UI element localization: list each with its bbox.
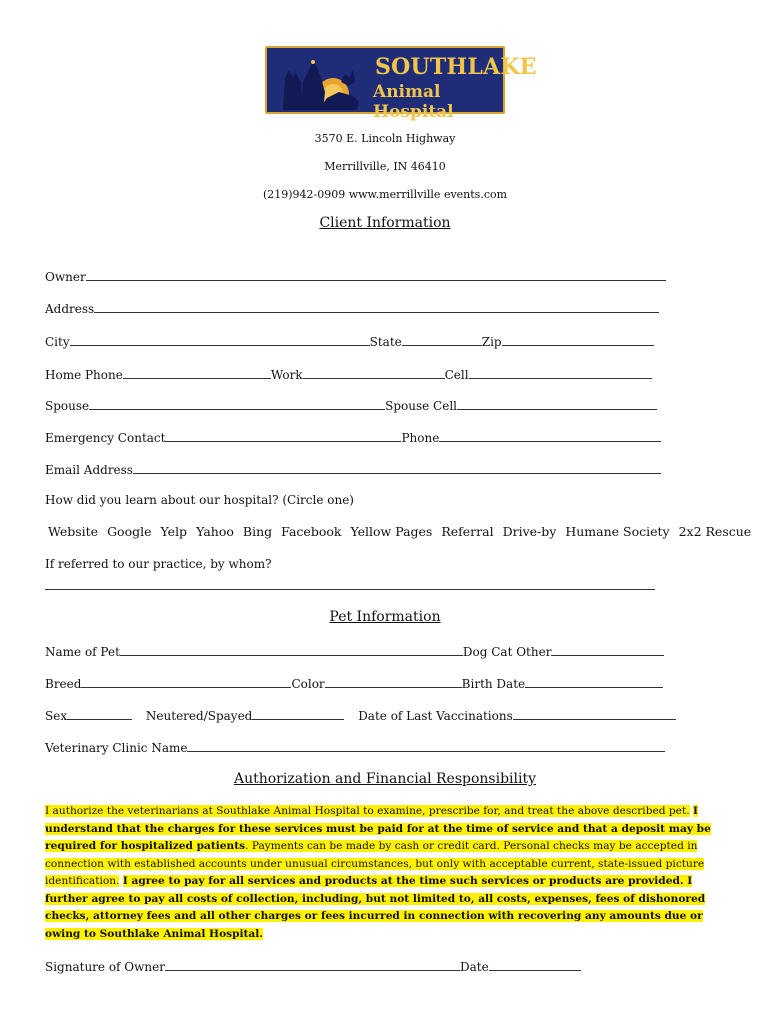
breed-label: Breed: [45, 677, 82, 691]
referral-option[interactable]: 2x2 Rescue: [678, 524, 752, 539]
species-field[interactable]: [551, 643, 664, 656]
signature-row: [45, 958, 581, 974]
referral-option[interactable]: Referral: [441, 524, 494, 539]
zip-label: Zip: [481, 335, 502, 349]
email-label: Email Address: [45, 463, 133, 477]
referral-option[interactable]: Website: [48, 524, 99, 539]
logo-subtitle: Animal Hospital: [373, 82, 454, 122]
city-label: City: [45, 335, 70, 349]
logo-title: SOUTHLAKE: [375, 54, 537, 80]
emergency-row: [45, 429, 661, 445]
referral-option[interactable]: Yellow Pages: [350, 524, 433, 539]
birth-date-field[interactable]: [525, 675, 663, 688]
authorization-text: [45, 803, 725, 943]
spouse-label: Spouse: [45, 399, 90, 413]
referral-option[interactable]: Yelp: [160, 524, 188, 539]
address-row: [45, 300, 659, 316]
auth-paragraph-1: I authorize the veterinarians at Southlake Animal Hospital to examine, prescribe for, and treat the above described pet.: [45, 805, 690, 817]
home-phone-field[interactable]: [123, 366, 271, 379]
phone-row: [45, 366, 652, 382]
vaccination-label: Date of Last Vaccinations: [358, 709, 513, 723]
email-row: [45, 461, 661, 477]
clinic-row: [45, 739, 665, 755]
authorization-heading: Authorization and Financial Responsibility: [233, 771, 537, 787]
signature-date-label: Date: [459, 960, 489, 974]
pet-name-field[interactable]: [120, 643, 463, 656]
breed-field[interactable]: [81, 675, 291, 688]
sex-label: Sex: [45, 709, 68, 723]
referred-row: [45, 577, 655, 593]
breed-row: [45, 675, 663, 691]
pet-name-label: Name of Pet: [45, 645, 120, 659]
email-field[interactable]: [133, 461, 661, 474]
client-info-heading: Client Information: [319, 215, 451, 231]
street-address: 3570 E. Lincoln Highway: [314, 132, 456, 145]
emergency-field[interactable]: [165, 429, 401, 442]
address-label: Address: [45, 302, 95, 316]
emergency-phone-field[interactable]: [439, 429, 661, 442]
city-field[interactable]: [70, 333, 370, 346]
neutered-field[interactable]: [252, 707, 344, 720]
clinic-field[interactable]: [187, 739, 665, 752]
spouse-row: [45, 397, 657, 413]
color-label: Color: [291, 677, 325, 691]
animals-silhouette-icon: [273, 52, 361, 110]
spouse-cell-field[interactable]: [457, 397, 657, 410]
emergency-label: Emergency Contact: [45, 431, 166, 445]
referral-option[interactable]: Drive-by: [502, 524, 557, 539]
work-label: Work: [270, 368, 303, 382]
signature-date-field[interactable]: [489, 958, 581, 971]
city-address: Merrillville, IN 46410: [324, 160, 446, 173]
owner-row: [45, 268, 666, 284]
contact-line: (219)942-0909 www.merrillville events.com: [262, 188, 508, 201]
neutered-label: Neutered/Spayed: [145, 709, 253, 723]
zip-field[interactable]: [502, 333, 654, 346]
auth-paragraph-2: I understand that the charges for these services must be paid for at the time of service and that a deposit may be required for hospitalized patients: [45, 805, 711, 852]
referral-option[interactable]: Facebook: [281, 524, 342, 539]
home-phone-label: Home Phone: [45, 368, 123, 382]
pet-info-heading: Pet Information: [329, 609, 441, 625]
city-row: [45, 333, 654, 349]
owner-field[interactable]: [86, 268, 666, 281]
referred-field[interactable]: [45, 577, 655, 590]
work-field[interactable]: [303, 366, 445, 379]
color-field[interactable]: [325, 675, 462, 688]
address-field[interactable]: [94, 300, 659, 313]
pet-name-row: [45, 643, 664, 659]
auth-paragraph-3: . Payments can be made by cash or credit card. Personal checks may be accepted in connection with established accounts under unusual circumstances, but only with acceptable current, state-issued picture identification.: [45, 840, 705, 887]
referred-question: If referred to our practice, by whom?: [45, 557, 272, 571]
hospital-logo: [265, 46, 537, 122]
referral-option[interactable]: Bing: [242, 524, 273, 539]
state-field[interactable]: [402, 333, 482, 346]
owner-label: Owner: [45, 270, 86, 284]
phone-label: Phone: [401, 431, 440, 445]
signature-field[interactable]: [165, 958, 460, 971]
signature-label: Signature of Owner: [45, 960, 165, 974]
vaccination-field[interactable]: [513, 707, 676, 720]
sex-row: [45, 707, 676, 723]
auth-paragraph-4: I agree to pay for all services and products at the time such services or products are provided. I further agree to pay all costs of collection, including, but not limited to, all costs, expenses, fees of dishonored checks, attorney fees and all other charges or fees incurred in connection with recovering any amounts due or owing to Southlake Animal Hospital.: [45, 875, 706, 940]
referral-option[interactable]: Humane Society: [565, 524, 670, 539]
learn-question: How did you learn about our hospital? (Circle one): [45, 493, 354, 507]
spouse-field[interactable]: [89, 397, 385, 410]
state-label: State: [369, 335, 402, 349]
species-label: Dog Cat Other: [462, 645, 552, 659]
referral-option[interactable]: Google: [107, 524, 152, 539]
referral-options: [48, 524, 760, 539]
sex-field[interactable]: [67, 707, 132, 720]
clinic-label: Veterinary Clinic Name: [45, 741, 188, 755]
birth-date-label: Birth Date: [461, 677, 526, 691]
cell-field[interactable]: [469, 366, 652, 379]
spouse-cell-label: Spouse Cell: [385, 399, 458, 413]
cell-label: Cell: [444, 368, 469, 382]
referral-option[interactable]: Yahoo: [196, 524, 234, 539]
